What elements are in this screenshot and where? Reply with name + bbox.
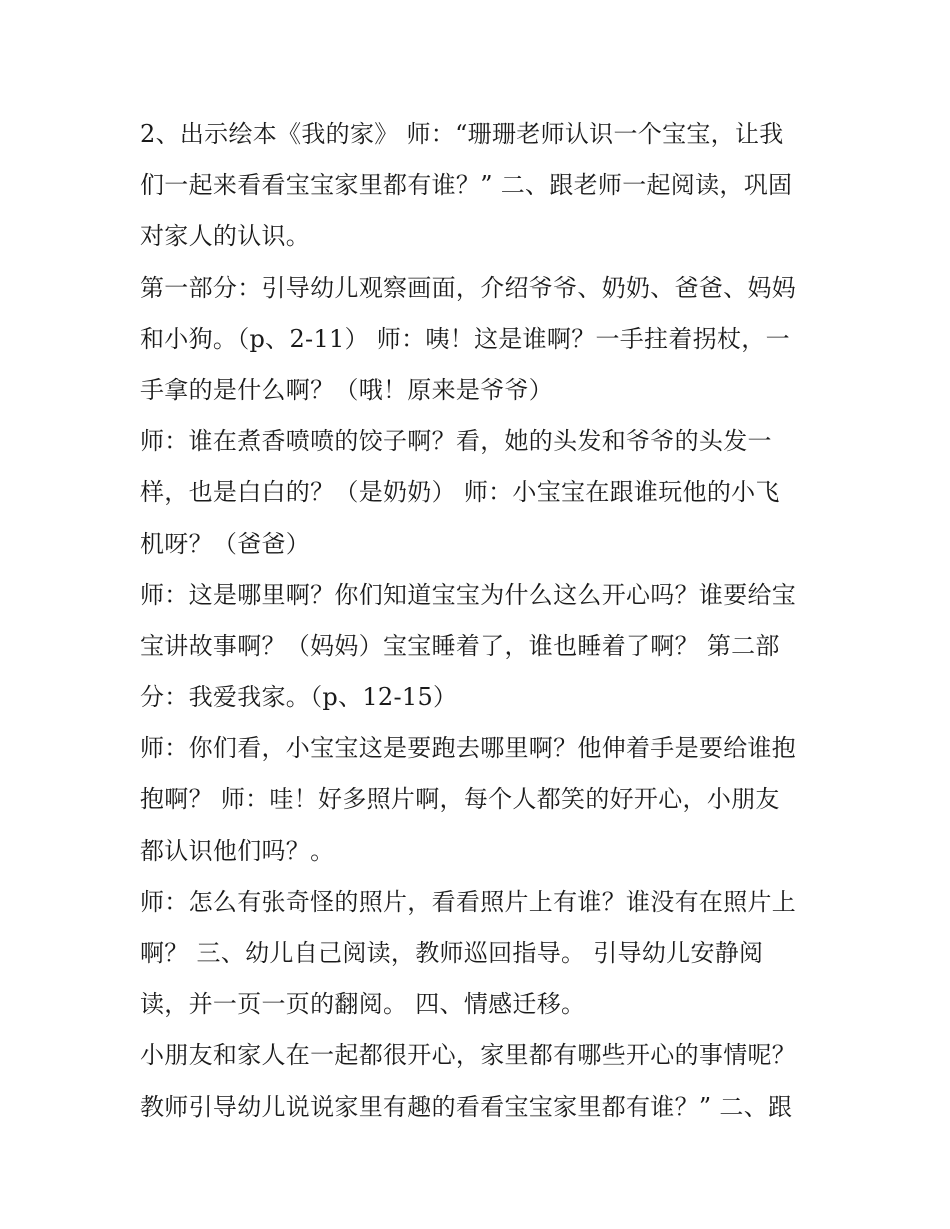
text-line-20: 教师引导幼儿说说家里有趣的看看宝宝家里都有谁？” 二、跟 xyxy=(140,1092,793,1121)
text-line-1: 2、出示绘本《我的家》 师：“珊珊老师认识一个宝宝，让我 xyxy=(140,120,784,148)
text-line-4: 第一部分：引导幼儿观察画面，介绍爷爷、奶奶、爸爸、妈妈 xyxy=(140,273,797,302)
text-line-8: 样，也是白白的？（是奶奶） 师：小宝宝在跟谁玩他的小飞 xyxy=(140,478,780,507)
text-line-18: 读，并一页一页的翻阅。 四、情感迁移。 xyxy=(140,990,586,1019)
text-line-7: 师：谁在煮香喷喷的饺子啊？看，她的头发和爷爷的头发一 xyxy=(140,427,772,456)
text-line-19: 小朋友和家人在一起都很开心，家里都有哪些开心的事情呢？ xyxy=(140,1041,797,1070)
text-line-12: 分：我爱我家。（p、12-15） xyxy=(140,683,458,712)
text-line-11: 宝讲故事啊？（妈妈）宝宝睡着了，谁也睡着了啊？ 第二部 xyxy=(140,631,780,660)
text-line-16: 师：怎么有张奇怪的照片，看看照片上有谁？谁没有在照片上 xyxy=(140,887,797,916)
text-line-6: 手拿的是什么啊？（哦！原来是爷爷） xyxy=(140,375,554,404)
document-body xyxy=(140,109,820,1133)
text-line-5: 和小狗。（p、2-11） 师：咦！这是谁啊？一手拄着拐杖，一 xyxy=(140,324,790,353)
text-line-3: 对家人的认识。 xyxy=(140,222,311,251)
text-line-13: 师：你们看，小宝宝这是要跑去哪里啊？他伸着手是要给谁抱 xyxy=(140,734,797,763)
text-line-17: 啊？ 三、幼儿自己阅读，教师巡回指导。 引导幼儿安静阅 xyxy=(140,939,764,967)
text-line-10: 师：这是哪里啊？你们知道宝宝为什么这么开心吗？谁要给宝 xyxy=(140,580,797,609)
text-line-9: 机呀？（爸爸） xyxy=(140,529,311,558)
text-line-15: 都认识他们吗？。 xyxy=(140,836,335,865)
text-line-14: 抱啊？ 师：哇！好多照片啊，每个人都笑的好开心，小朋友 xyxy=(140,785,780,814)
text-line-2: 们一起来看看宝宝家里都有谁？” 二、跟老师一起阅读，巩固 xyxy=(140,171,793,200)
